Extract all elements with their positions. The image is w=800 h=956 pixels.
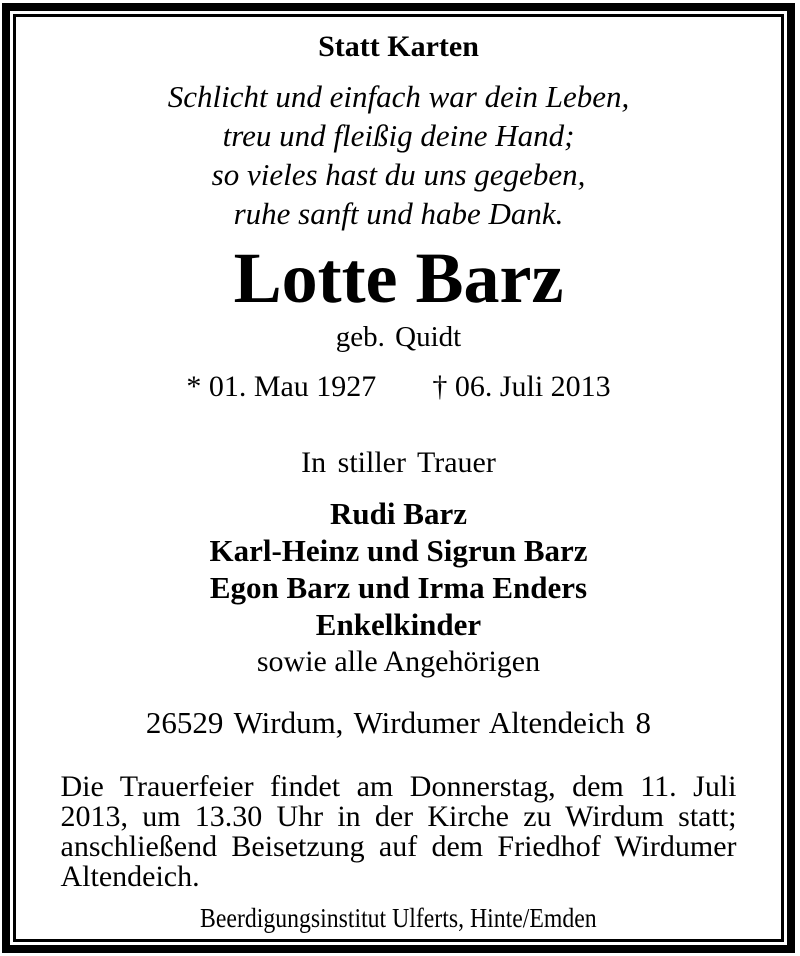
- mourner-name: Rudi Barz: [330, 496, 467, 531]
- funeral-line: Die Trauerfeier findet am Donnerstag, dem 11. Juli: [60, 770, 737, 803]
- poem-line: treu und fleißig deine Hand;: [222, 118, 575, 153]
- header-statt-karten: Statt Karten: [318, 30, 479, 63]
- maiden-name: geb. Quidt: [335, 321, 462, 353]
- poem-line: ruhe sanft und habe Dank.: [233, 196, 564, 231]
- funeral-details: [61, 772, 737, 892]
- inner-border-frame: [13, 14, 784, 942]
- death-date: † 06. Juli 2013: [432, 370, 611, 403]
- poem: [16, 77, 781, 233]
- deceased-name: Lotte Barz: [233, 238, 564, 318]
- life-dates: [16, 369, 781, 405]
- birth-date: * 01. Mau 1927: [186, 370, 377, 403]
- mourners-list: [16, 495, 781, 680]
- outer-border-frame: [2, 3, 795, 953]
- mourning-intro: In stiller Trauer: [301, 446, 496, 479]
- undertaker-credit: [16, 902, 781, 934]
- funeral-line: Altendeich.: [60, 860, 200, 893]
- undertaker-text: Beerdigungsinstitut Ulferts, Hinte/Emden: [200, 903, 597, 933]
- mourners-suffix: sowie alle Angehörigen: [256, 645, 541, 678]
- mourner-name: Enkelkinder: [315, 607, 482, 642]
- funeral-line: anschließend Beisetzung auf dem Friedhof Wirdumer: [60, 830, 737, 863]
- poem-line: Schlicht und einfach war dein Leben,: [167, 79, 630, 114]
- mourner-name: Egon Barz und Irma Enders: [209, 570, 588, 605]
- mourner-name: Karl-Heinz und Sigrun Barz: [209, 533, 588, 568]
- poem-line: so vieles hast du uns gegeben,: [211, 157, 586, 192]
- funeral-line: 2013, um 13.30 Uhr in der Kirche zu Wirdum statt;: [60, 800, 737, 833]
- notice-content: [16, 29, 781, 942]
- address: 26529 Wirdum, Wirdumer Altendeich 8: [145, 705, 652, 740]
